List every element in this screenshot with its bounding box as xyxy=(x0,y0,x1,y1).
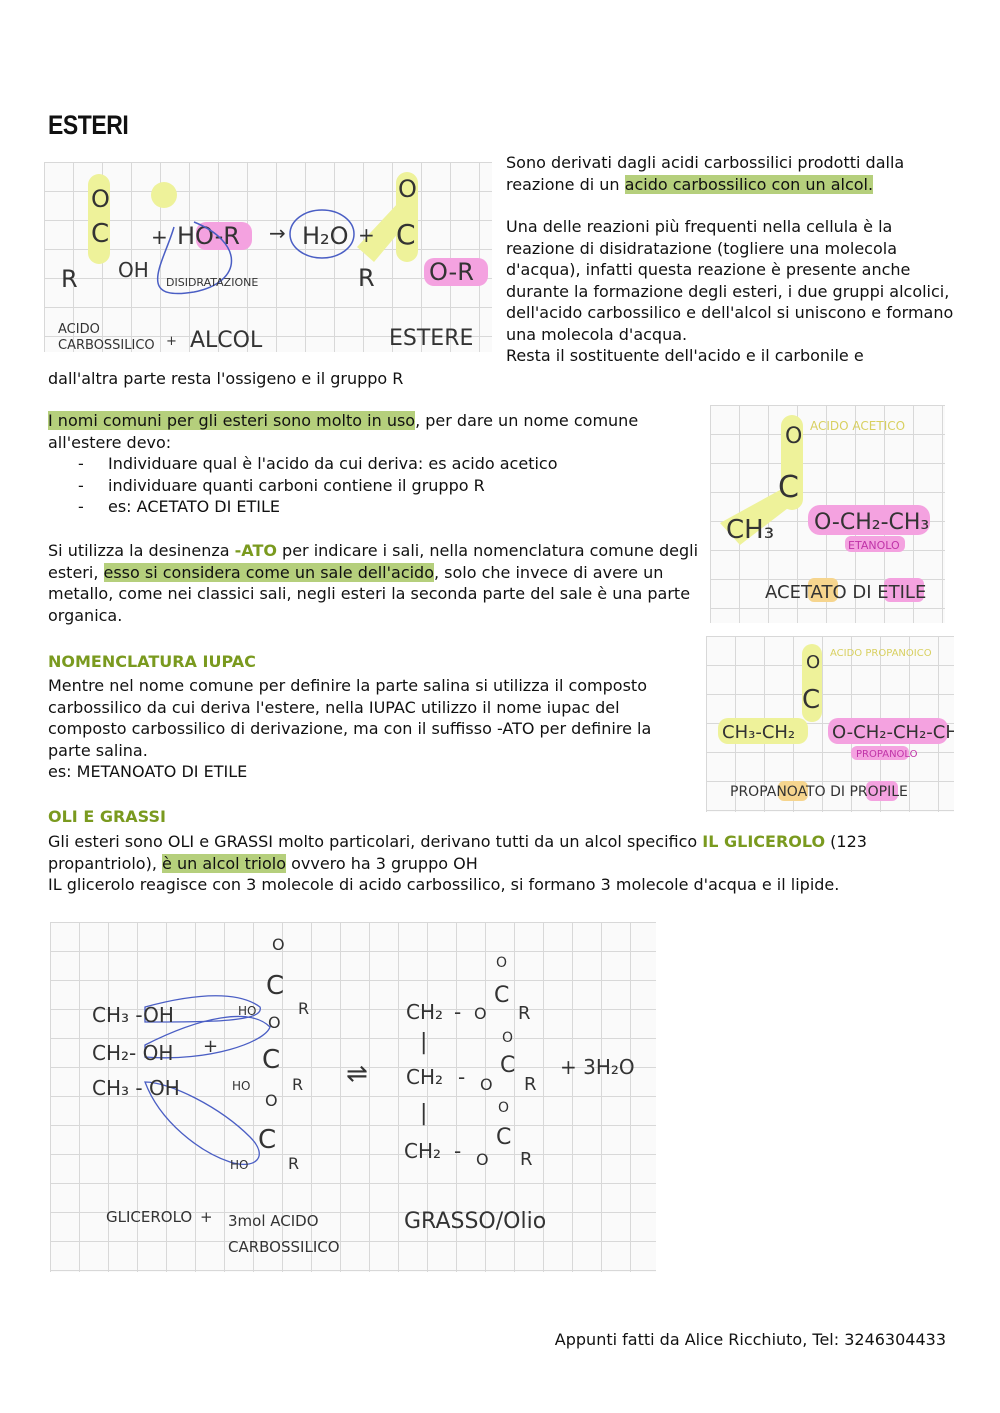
svg-text:C: C xyxy=(496,1125,512,1150)
svg-text:O: O xyxy=(268,1013,281,1032)
propanoato-drawing xyxy=(706,636,954,812)
glicerolo-label: GLICEROLO xyxy=(106,1208,193,1226)
r-group: R xyxy=(61,265,78,293)
o-atom: O xyxy=(91,185,110,213)
svg-text:O: O xyxy=(498,1100,510,1116)
list-item: - Individuare qual è l'acido da cui deriva: es acido acetico xyxy=(48,453,698,475)
iupac-example: es: METANOATO DI ETILE xyxy=(48,762,248,781)
ch2-mid: CH₂ xyxy=(406,1065,444,1089)
estere-label: ESTERE xyxy=(389,326,474,351)
ho-r-group: HO-R xyxy=(177,222,240,250)
highlight-common-names: I nomi comuni per gli esteri sono molto in uso xyxy=(48,411,416,430)
glicerolo-paragraph: IL glicerolo reagisce con 3 molecole di acido carbossilico, si formano 3 molecole d'acqua e il lipide. xyxy=(48,875,840,894)
list-item: - es: ACETATO DI ETILE xyxy=(48,496,698,518)
svg-text:|: | xyxy=(420,1101,428,1126)
svg-text:R: R xyxy=(520,1149,533,1170)
plus-sign: + xyxy=(151,225,168,249)
ch3-oh-1: CH₃ -OH xyxy=(92,1003,174,1027)
svg-text:C: C xyxy=(500,1053,516,1078)
svg-text:C: C xyxy=(494,983,510,1008)
svg-text:HO: HO xyxy=(230,1158,249,1172)
oh-group: OH xyxy=(118,258,149,282)
c-atom: C xyxy=(778,470,799,505)
ch3-oh-2: CH₃ - OH xyxy=(92,1076,180,1100)
svg-text:R: R xyxy=(524,1074,537,1095)
svg-text:HO: HO xyxy=(238,1004,257,1018)
iupac-paragraph: Mentre nel nome comune per definire la parte salina si utilizza il composto carbossilico da cui deriva l'estere, nella IUPAC utilizzo il nome iupac del composto carbossilico di derivazione, ma con il suffisso -ATO per definire la parte salina. xyxy=(48,676,652,760)
figure-glicerolo-reaction xyxy=(50,922,656,1272)
water-product: + 3H₂O xyxy=(560,1055,635,1079)
intro-paragraph-3-line-1: Resta il sostituente dell'acido e il carbonile e xyxy=(506,346,864,365)
svg-text:O: O xyxy=(265,1091,278,1110)
svg-text:|: | xyxy=(420,1030,428,1055)
svg-text:HO: HO xyxy=(232,1079,251,1093)
iupac-heading: NOMENCLATURA IUPAC xyxy=(48,652,256,671)
glicerolo-drawing xyxy=(50,922,656,1272)
highlight-triolo: è un alcol triolo xyxy=(162,853,286,873)
oli-grassi-paragraph: Gli esteri sono OLI e GRASSI molto particolari, derivano tutti da un alcol specifico IL GLICEROLO (123 propantriolo), è un alcol triolo ovvero ha 3 gruppo OH xyxy=(48,832,867,873)
svg-text:+: + xyxy=(200,1208,213,1226)
etanolo-label: ETANOLO xyxy=(848,539,900,552)
common-names-list xyxy=(48,453,698,518)
carbossilico-label: CARBOSSILICO xyxy=(58,338,155,352)
reaction-arrow: → xyxy=(269,221,286,245)
c-atom: C xyxy=(802,685,821,715)
acetato-name: ACETATO DI ETILE xyxy=(765,582,927,603)
alcol-label: ALCOL xyxy=(190,328,263,352)
plus-label: + xyxy=(166,334,177,349)
page-title: ESTERI xyxy=(48,110,129,140)
ch2-oh: CH₂- OH xyxy=(92,1041,174,1065)
svg-text:O: O xyxy=(272,935,285,954)
common-names-paragraph: I nomi comuni per gli esteri sono molto in uso, per dare un nome comune all'estere devo: xyxy=(48,411,639,452)
svg-text:R: R xyxy=(292,1075,304,1094)
svg-text:O: O xyxy=(496,955,508,971)
o-atom-2: O xyxy=(398,175,417,203)
svg-text:C: C xyxy=(266,971,285,1001)
intro-paragraph-3-line-2: dall'altra parte resta l'ossigeno e il gruppo R xyxy=(48,369,404,388)
left-group: CH₃-CH₂ xyxy=(722,722,796,743)
highlight-acido-alcol: acido carbossilico con un alcol. xyxy=(624,174,874,194)
list-item: - individuare quanti carboni contiene il gruppo R xyxy=(48,475,698,497)
plus-sign-2: + xyxy=(358,223,375,247)
footer-credit: Appunti fatti da Alice Ricchiuto, Tel: 3246304433 xyxy=(554,1330,946,1349)
propanolo-label: PROPANOLO xyxy=(856,749,918,760)
c-atom: C xyxy=(91,219,110,249)
svg-text:O: O xyxy=(480,1075,493,1094)
figure-acetato-di-etile xyxy=(710,405,945,623)
svg-text:R: R xyxy=(298,999,310,1018)
svg-text:-: - xyxy=(454,1000,462,1024)
o-atom: O xyxy=(806,652,821,673)
o-atom: O xyxy=(785,424,803,449)
svg-text:C: C xyxy=(262,1045,281,1075)
ester-reaction-drawing xyxy=(44,162,492,352)
ch2-bottom: CH₂ xyxy=(404,1139,442,1163)
oli-grassi-heading: OLI E GRASSI xyxy=(48,807,166,826)
c-atom-2: C xyxy=(396,218,416,251)
right-group: O-CH₂-CH₂-CH₃ xyxy=(832,722,954,743)
svg-text:-: - xyxy=(454,1139,462,1163)
ch2-top: CH₂ xyxy=(406,1000,444,1024)
acetato-drawing xyxy=(710,405,945,623)
intro-paragraph-2: Una delle reazioni più frequenti nella cellula è la reazione di disidratazione (togliere una molecola d'acqua), infatti questa reazione è presente anche durante la formazione degli esteri, i due gruppi alcolici, dell'acido carbossilico e dell'alcol si uniscono e formano una molecola d'acqua. xyxy=(506,217,954,344)
plus-sign: + xyxy=(203,1036,219,1057)
svg-text:R: R xyxy=(518,1003,531,1024)
svg-text:O: O xyxy=(476,1150,489,1169)
ch3-group: CH₃ xyxy=(726,515,775,545)
ato-paragraph: Si utilizza la desinenza -ATO per indicare i sali, nella nomenclatura comune degli esteri, esso si considera come un sale dell'acido, solo che invece di avere un metallo, come nei classici sali, negli esteri la seconda parte del sale è una parte organica. xyxy=(48,541,699,625)
acido-propanoico-label: ACIDO PROPANOICO xyxy=(830,648,932,659)
intro-paragraph-1: Sono derivati dagli acidi carbossilici prodotti dalla reazione di un acido carbossilico con un alcol. xyxy=(506,153,905,194)
equilibrium-arrow: ⇌ xyxy=(346,1059,368,1089)
disidratazione-label: DISIDRATAZIONE xyxy=(166,276,259,289)
svg-text:C: C xyxy=(258,1125,277,1155)
or-group: O-R xyxy=(429,258,474,286)
svg-text:R: R xyxy=(288,1154,300,1173)
acido-label: ACIDO xyxy=(58,322,100,337)
grasso-olio-label: GRASSO/Olio xyxy=(404,1209,547,1234)
svg-text:O: O xyxy=(502,1030,514,1046)
highlight-sale: esso si considera come un sale dell'acido xyxy=(103,562,434,582)
acido-acetico-label: ACIDO ACETICO xyxy=(810,419,906,433)
svg-text:O: O xyxy=(474,1004,487,1023)
oethyl-group: O-CH₂-CH₃ xyxy=(814,510,930,535)
svg-text:-: - xyxy=(458,1065,466,1089)
water: H₂O xyxy=(302,222,349,250)
mol-label: 3mol ACIDO xyxy=(228,1212,319,1230)
r-group-2: R xyxy=(358,264,375,292)
figure-propanoato-di-propile xyxy=(706,636,954,812)
figure-ester-reaction xyxy=(44,162,492,352)
propanoato-name: PROPANOATO DI PROPILE xyxy=(730,784,908,800)
carbossilico-label: CARBOSSILICO xyxy=(228,1238,340,1256)
